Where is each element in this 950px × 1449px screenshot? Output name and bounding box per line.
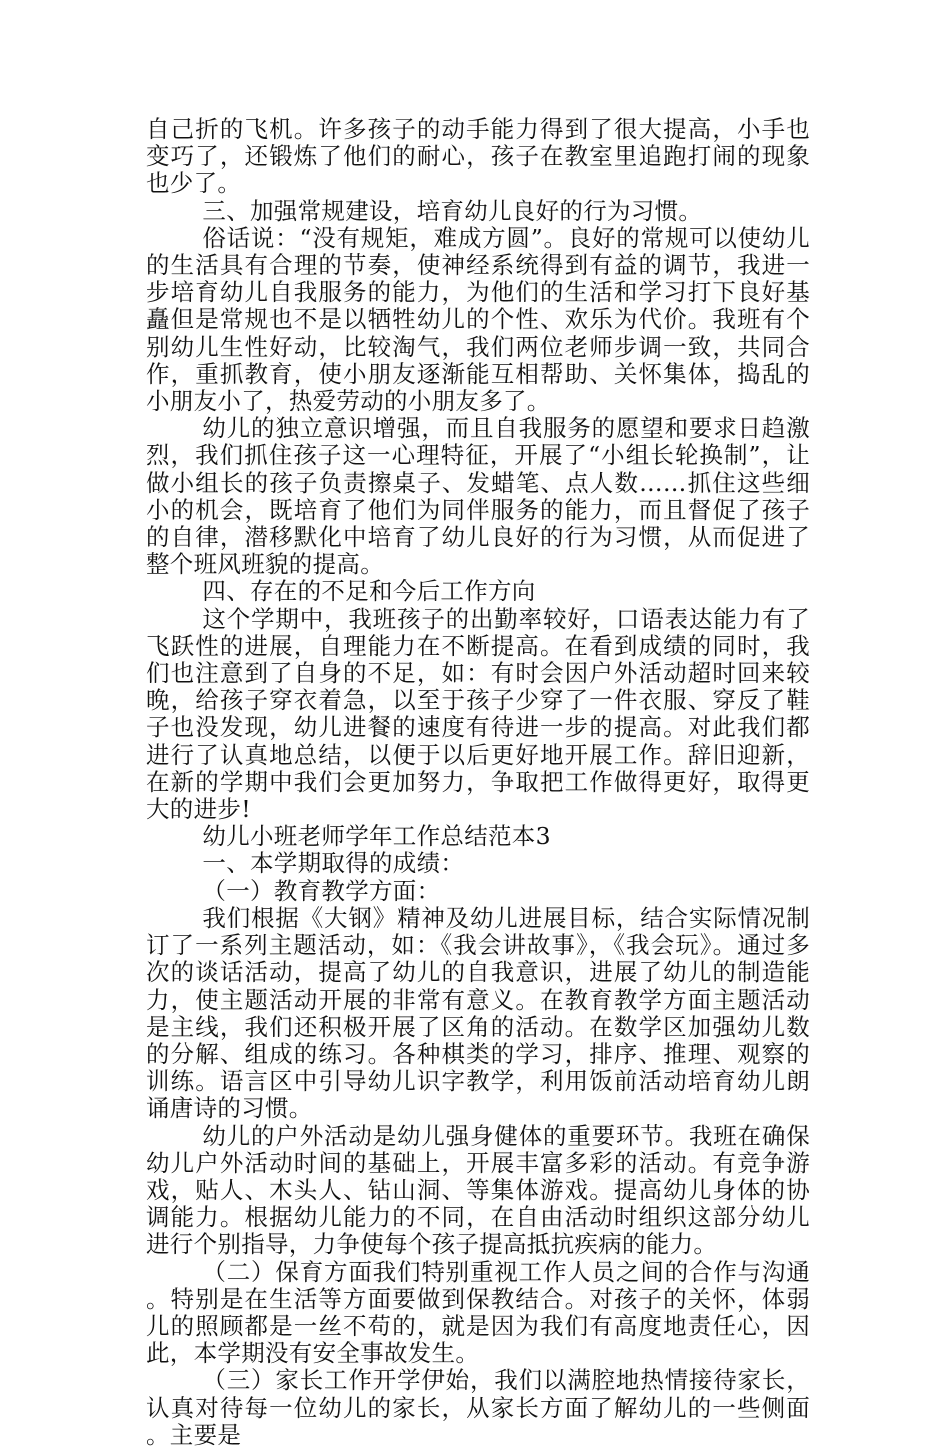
document-body <box>146 116 810 1449</box>
paragraph-routine: 俗话说：“没有规矩，难成方圆”。良好的常规可以使幼儿的生活具有合理的节奏，使神经系统得到有益的调节，我进一步培育幼儿自我服务的能力，为他们的生活和学习打下良好基矗但是常规也不是以牺牲幼儿的个性、欢乐为代价。我班有个别幼儿生性好动，比较淘气，我们两位老师步调一致，共同合作，重抓教育，使小朋友逐渐能互相帮助、关怀集体，捣乱的小朋友小了，热爱劳动的小朋友多了。 <box>146 223 810 416</box>
paragraph-parents: （三）家长工作开学伊始，我们以满腔地热情接待家长，认真对待每一位幼儿的家长，从家长方面了解幼儿的一些侧面。主要是 <box>146 1366 810 1449</box>
section-heading-1: 一、本学期取得的成绩： <box>202 849 465 878</box>
paragraph-independence: 幼儿的独立意识增强，而且自我服务的愿望和要求日趋激烈，我们抓住孩子这一心理特征，开展了“小组长轮换制”，让做小组长的孩子负责擦桌子、发蜡笔、点人数……抓住这些细小的机会，既培育了他们为同伴服务的能力，而且督促了孩子的自律，潜移默化中培育了幼儿良好的行为习惯，从而促进了整个班风班貌的提高。 <box>146 414 810 579</box>
paragraph-shortcomings: 这个学期中，我班孩子的出勤率较好，口语表达能力有了飞跃性的进展，自理能力在不断提高。在看到成绩的同时，我们也注意到了自身的不足，如：有时会因户外活动超时回来较晚，给孩子穿衣着急，以至于孩子少穿了一件衣服、穿反了鞋子也没发现，幼儿进餐的速度有待进一步的提高。对此我们都进行了认真地总结，以便于以后更好地开展工作。辞旧迎新，在新的学期中我们会更加努力，争取把工作做得更好，取得更大的进步! <box>146 604 810 824</box>
paragraph-care: （二）保育方面我们特别重视工作人员之间的合作与沟通。特别是在生活等方面要做到保教结合。对孩子的关怀，体弱儿的照顾都是一丝不苟的，就是因为我们有高度地责任心，因此，本学期没有安全事故发生。 <box>146 1257 810 1368</box>
paragraph-outdoor: 幼儿的户外活动是幼儿强身健体的重要环节。我班在确保幼儿户外活动时间的基础上，开展丰富多彩的活动。有竞争游戏，贴人、木头人、钻山洞、等集体游戏。提高幼儿身体的协调能力。根据幼儿能力的不同，在自由活动时组织这部分幼儿进行个别指导，力争使每个孩子提高抵抗疾病的能力。 <box>146 1121 810 1259</box>
paragraph-continuation: 自己折的飞机。许多孩子的动手能力得到了很大提高，小手也变巧了，还锻炼了他们的耐心，孩子在教室里追跑打闹的现象也少了。 <box>146 115 810 198</box>
subheading-teaching: （一）教育教学方面： <box>202 876 441 905</box>
document-title-3: 幼儿小班老师学年工作总结范本3 <box>202 822 551 851</box>
paragraph-teaching: 我们根据《大钢》精神及幼儿进展目标，结合实际情况制订了一系列主题活动，如：《我会讲故事》，《我会玩》。通过多次的谈话活动，提高了幼儿的自我意识，进展了幼儿的制造能力，使主题活动开展的非常有意义。在教育教学方面主题活动是主线，我们还积极开展了区角的活动。在数学区加强幼儿数的分解、组成的练习。各种棋类的学习，排序、推理、观察的训练。语言区中引导幼儿识字教学，利用饭前活动培育幼儿朗诵唐诗的习惯。 <box>146 903 810 1123</box>
section-heading-3: 三、加强常规建设，培育幼儿良好的行为习惯。 <box>202 196 703 225</box>
section-heading-4: 四、存在的不足和今后工作方向 <box>202 577 536 606</box>
